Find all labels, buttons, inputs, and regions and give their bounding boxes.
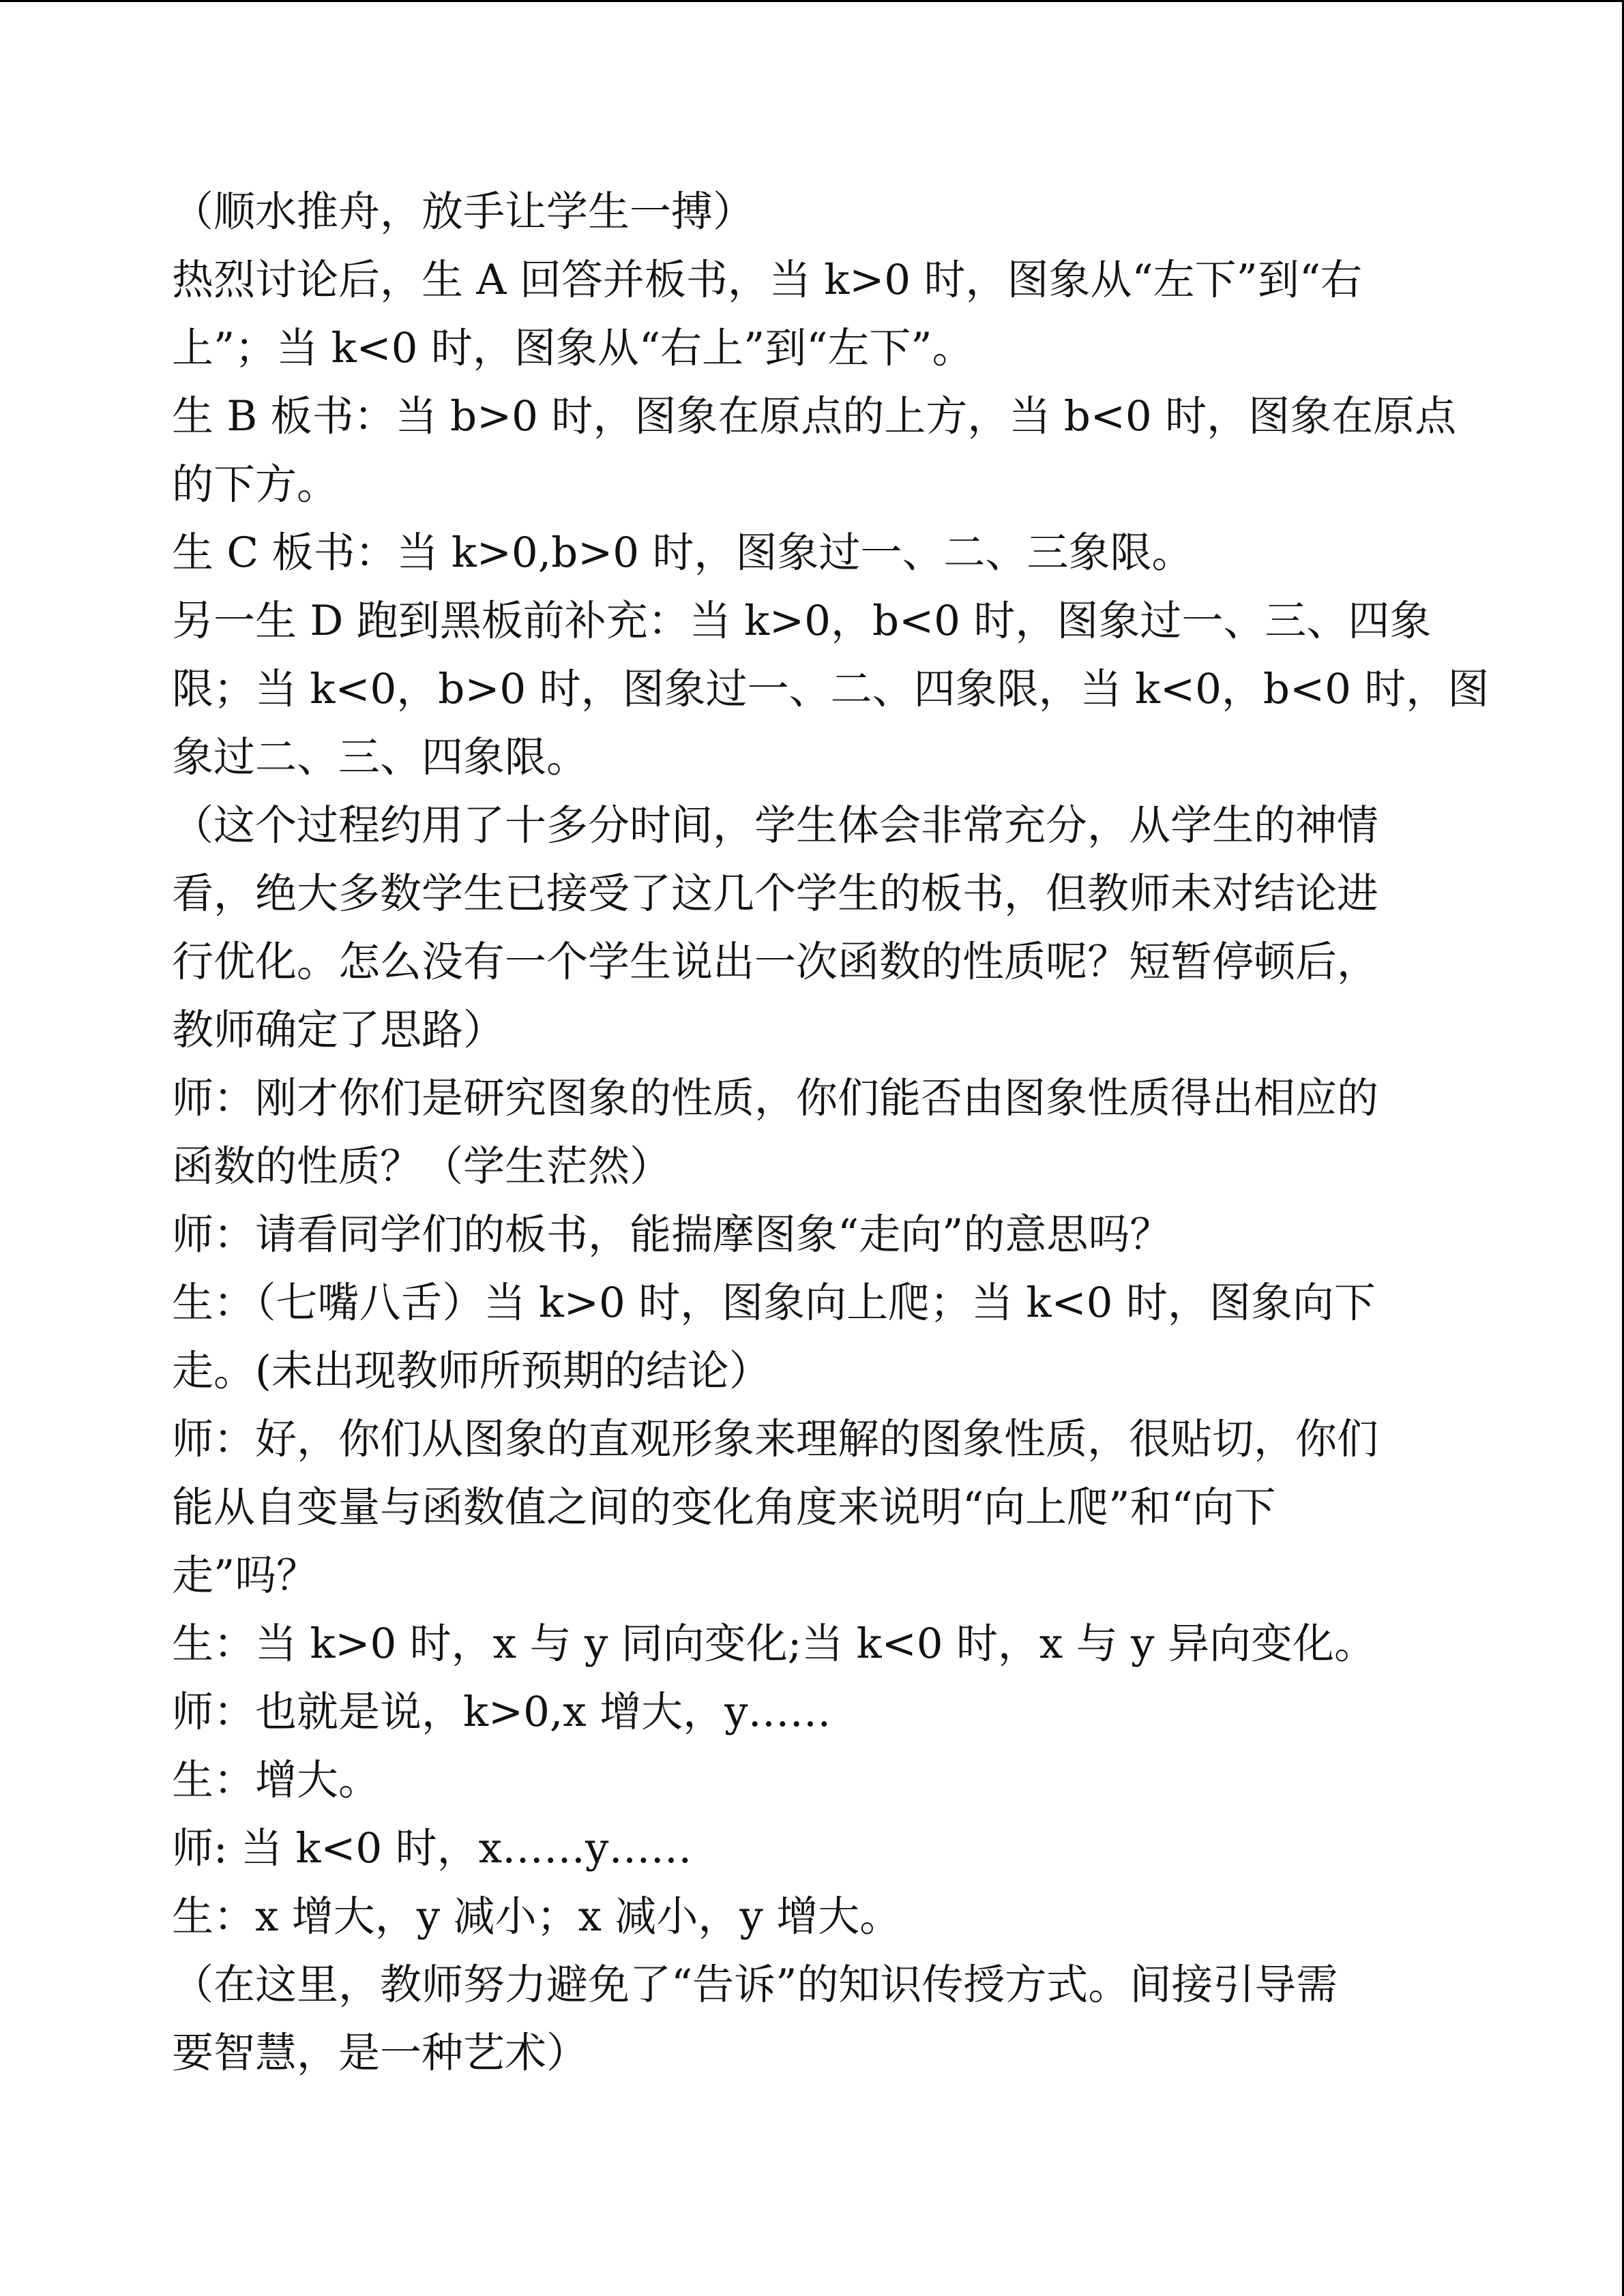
text-line: 生：（七嘴八舌）当 k>0 时，图象向上爬；当 k<0 时，图象向下	[172, 1279, 1376, 1327]
text-line: 限；当 k<0，b>0 时，图象过一、二、四象限，当 k<0，b<0 时，图	[172, 665, 1490, 713]
text-line: 生：增大。	[172, 1756, 381, 1804]
text-line: 教师确定了思路）	[172, 1006, 505, 1054]
text-line: 看，绝大多数学生已接受了这几个学生的板书，但教师未对结论进	[172, 869, 1379, 918]
text-line: 要智慧，是一种艺术）	[172, 2029, 589, 2077]
text-line: 的下方。	[172, 460, 339, 509]
text-line: 象过二、三、四象限。	[172, 733, 589, 781]
text-line: 师：刚才你们是研究图象的性质，你们能否由图象性质得出相应的	[172, 1074, 1379, 1122]
text-line: 走”吗？	[172, 1551, 319, 1600]
text-line: 行优化。怎么没有一个学生说出一次函数的性质呢？短暂停顿后，	[172, 938, 1379, 986]
text-line: 另一生 D 跑到黑板前补充：当 k>0，b<0 时，图象过一、三、四象	[172, 597, 1432, 645]
text-line: 热烈讨论后，生 A 回答并板书，当 k>0 时，图象从“左下”到“右	[172, 256, 1363, 304]
text-line: 生 B 板书：当 b>0 时，图象在原点的上方，当 b<0 时，图象在原点	[172, 392, 1457, 441]
document-body	[172, 178, 1490, 2087]
text-line: 上”；当 k<0 时，图象从“右上”到“左下”。	[172, 324, 974, 372]
text-line: 生 C 板书：当 k>0,b>0 时，图象过一、二、三象限。	[172, 528, 1194, 577]
text-line: （这个过程约用了十多分时间，学生体会非常充分，从学生的神情	[172, 801, 1379, 850]
text-line: 走。(未出现教师所预期的结论）	[172, 1347, 771, 1395]
text-line: （在这里，教师努力避免了“告诉”的知识传授方式。间接引导需	[172, 1960, 1338, 2009]
text-line: 生：当 k>0 时，x 与 y 同向变化;当 k<0 时，x 与 y 异向变化。	[172, 1620, 1376, 1668]
text-line: 师：好，你们从图象的直观形象来理解的图象性质，很贴切，你们	[172, 1415, 1379, 1463]
text-line: 师: 当 k<0 时，x……y……	[172, 1824, 692, 1873]
text-line: 师：也就是说，k>0,x 增大，y……	[172, 1688, 831, 1736]
text-line: 生：x 增大，y 减小；x 减小，y 增大。	[172, 1892, 902, 1941]
text-line: 函数的性质？（学生茫然）	[172, 1142, 672, 1191]
text-line: 能从自变量与函数值之间的变化角度来说明“向上爬”和“向下	[172, 1483, 1276, 1532]
text-line: 师：请看同学们的板书，能揣摩图象“走向”的意思吗？	[172, 1210, 1172, 1259]
text-line: （顺水推舟，放手让学生一搏）	[172, 188, 755, 236]
